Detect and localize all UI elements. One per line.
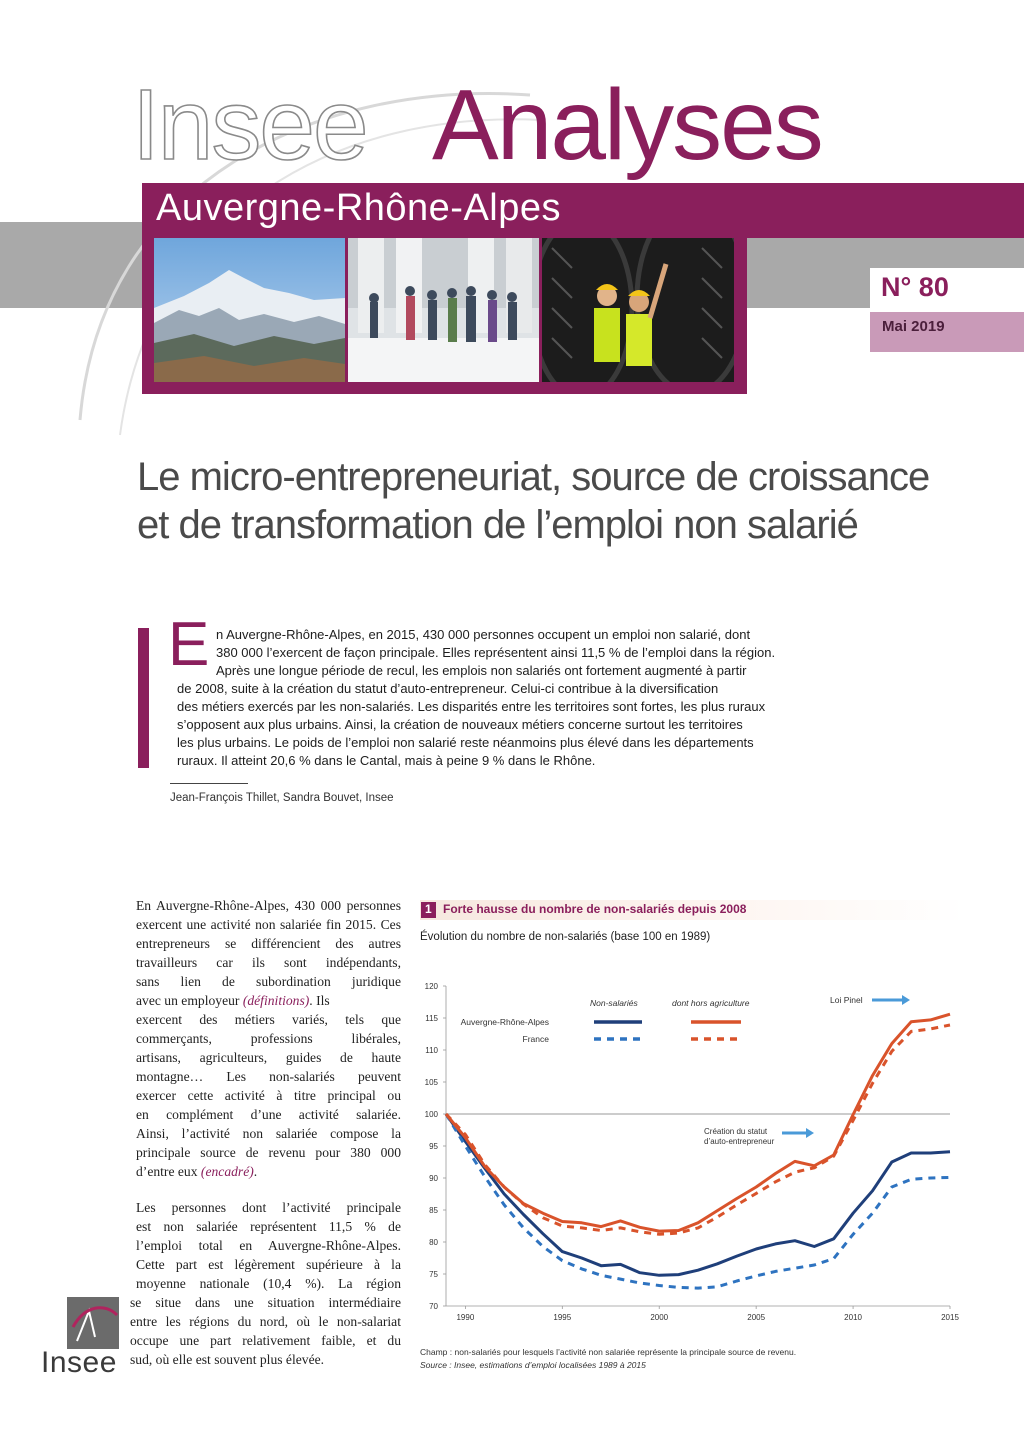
chart-x-tick-label: 2010 [844,1313,862,1322]
chart-x-tick-label: 2015 [941,1313,959,1322]
authors: Jean-François Thillet, Sandra Bouvet, Insee [170,792,394,804]
intro-line: Après une longue période de recul, les emplois non salariés ont fortement augmenté à partir [216,663,747,678]
body-line: Ainsi, l’activité non salariée compose la [136,1126,401,1141]
body-line: entre les régions du nord, où le non-salariat [130,1314,401,1329]
body-text: . [253,1164,258,1179]
body-line: se situe dans une situation intermédiaire [130,1295,401,1310]
body-line [136,991,401,1010]
intro-line: n Auvergne-Rhône-Alpes, en 2015, 430 000 personnes occupent un emploi non salarié, dont [216,627,751,642]
header-photo-strip [142,238,747,394]
chart-y-tick-label: 90 [429,1174,438,1183]
body-line: exercer cette activité à titre principal ou [136,1088,401,1103]
body-text: . Ils [309,993,330,1008]
body-line: exercent des métiers variés, tels que [136,1012,401,1027]
figure-note: Champ : non-salariés pour lesquels l’activité non salariée représente la principale source de revenu. [420,1347,797,1357]
region-name: Auvergne-Rhône-Alpes [156,187,562,229]
line-chart [410,972,970,1332]
intro-accent-bar [138,628,149,768]
figure-title: Forte hausse du nombre de non-salariés depuis 2008 [443,902,747,916]
chart-series-line-3 [446,1025,950,1234]
intro-line: des métiers exercés par les non-salariés. Les disparités entre les territoires sont fortes, les plus ruraux [177,699,766,714]
legend-row-france: France [522,1034,549,1044]
body-line: moyenne nationale (10,4 %). La région [136,1276,401,1291]
chart-y-tick-label: 80 [429,1238,438,1247]
definitions-link[interactable]: (définitions) [242,993,310,1008]
chart-series-line-2 [446,1014,950,1231]
figure-subtitle: Évolution du nombre de non-salariés (base 100 en 1989) [420,931,711,943]
main-title-line-1: Le micro-entrepreneuriat, source de croissance [137,455,930,499]
body-line [136,1162,401,1181]
annotation-loi-pinel-arrowhead [902,995,910,1005]
body-line: exercent une activité non salariée fin 2015. Ces [136,917,401,932]
chart-y-tick-label: 95 [429,1142,438,1151]
legend-header-hors-agriculture: dont hors agriculture [672,998,750,1008]
chart-x-tick-label: 2000 [650,1313,669,1322]
body-line: artisans, agriculteurs, guides de haute [136,1050,401,1065]
intro-line: 380 000 l’exercent de façon principale. Elles représentent ainsi 11,5 % de l’emploi dans la région. [216,645,776,660]
chart-y-tick-label: 100 [424,1110,438,1119]
body-line: commerçants, professions libérales, [136,1031,401,1046]
annotation-loi-pinel: Loi Pinel [830,995,863,1005]
issue-number: N° 80 [881,272,949,302]
brand-insee-wordmark: Insee [132,69,367,181]
chart-y-tick-label: 120 [424,982,438,991]
chart-y-tick-label: 115 [425,1014,438,1023]
body-line: est non salariée représentent 11,5 % de [136,1219,401,1234]
chart-y-tick-label: 75 [429,1270,438,1279]
body-line: En Auvergne-Rhône-Alpes, 430 000 personnes [136,898,401,913]
main-title-line-2: et de transformation de l’emploi non salarié [137,503,858,547]
body-line: principale source de revenu pour 380 000 [136,1145,401,1160]
warehouse-visitors-photo [348,238,539,382]
body-line: en complément d’une activité salariée. [136,1107,401,1122]
intro-line: les plus urbains. Le poids de l’emploi non salarié reste néanmoins plus élevé dans les départements [177,735,754,750]
legend-row-auvergne: Auvergne-Rhône-Alpes [460,1017,549,1027]
mountains-photo [154,238,345,382]
intro-line: de 2008, suite à la création du statut d’auto-entrepreneur. Celui-ci contribue à la diversification [177,681,719,696]
body-line: montagne… Les non-salariés peuvent [136,1069,401,1084]
body-line: occupe une part relativement faible, et du [130,1333,401,1348]
annotation-auto-entrepreneur-line2: d’auto-entrepreneur [704,1137,775,1146]
body-line: sud, où elle est souvent plus élevée. [130,1352,325,1367]
chart-x-tick-label: 1990 [456,1313,475,1322]
body-line: entrepreneurs se différencient des autres [136,936,401,951]
body-text: avec un employeur [136,993,240,1008]
chart-x-tick-label: 2005 [747,1313,766,1322]
chart-y-tick-label: 70 [429,1302,438,1311]
chart-y-tick-label: 105 [424,1078,438,1087]
annotation-auto-entrepreneur-arrowhead [806,1128,814,1138]
body-line: Les personnes dont l’activité principale [136,1200,401,1215]
body-line: sans lien de subordination juridique [136,974,401,989]
insee-logo-text: Insee [41,1346,117,1379]
figure-source: Source : Insee, estimations d’emploi localisées 1989 à 2015 [420,1360,646,1370]
body-line: Cette part est légèrement supérieure à la [136,1257,401,1272]
annotation-auto-entrepreneur-line1: Création du statut [704,1127,768,1136]
body-line: l’emploi total en Auvergne-Rhône-Alpes. [136,1238,401,1253]
chart-y-tick-label: 110 [425,1046,438,1055]
encadre-link[interactable]: (encadré) [200,1164,254,1179]
chart-series-line-0 [446,1114,950,1275]
tyres-workers-photo [542,238,734,382]
figure-number: 1 [425,902,432,916]
intro-line: ruraux. Il atteint 20,6 % dans le Cantal, mais à peine 9 % dans le Rhône. [177,753,596,768]
brand-analyses-wordmark: Analyses [432,69,822,181]
body-line: travailleurs car ils sont indépendants, [136,955,401,970]
chart-y-tick-label: 85 [429,1206,438,1215]
chart-x-tick-label: 1995 [553,1313,572,1322]
authors-rule [170,783,248,784]
intro-dropcap: E [168,610,210,679]
insee-logo-mark [67,1297,119,1349]
legend-header-non-salaries: Non-salariés [590,998,638,1008]
main-title [137,453,997,549]
issue-date: Mai 2019 [882,318,945,335]
body-text: d’entre eux [136,1164,201,1179]
intro-line: s’opposent aux plus urbains. Ainsi, la création de nouveaux métiers concerne surtout les territoires [177,717,743,732]
